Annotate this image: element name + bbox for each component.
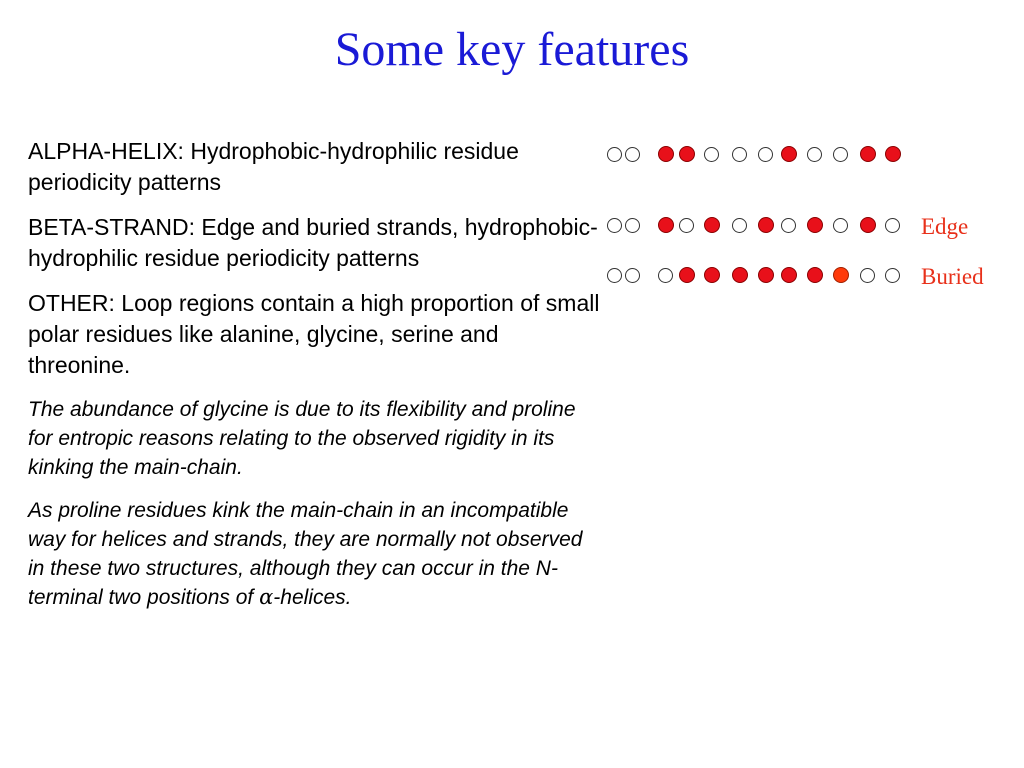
hydrophobic-residue-icon: [704, 217, 720, 233]
body-text: [28, 136, 603, 626]
hydrophilic-residue-icon: [732, 218, 747, 233]
hydrophobic-residue-icon: [658, 217, 674, 233]
hydrophobic-residue-icon: [732, 267, 748, 283]
edge-label: Edge: [921, 214, 969, 239]
hydrophilic-residue-icon: [625, 268, 640, 283]
hydrophobic-residue-icon: [833, 267, 849, 283]
hydrophilic-residue-icon: [860, 268, 875, 283]
hydrophobic-residue-icon: [781, 146, 797, 162]
buried-label: Buried: [921, 264, 984, 289]
alpha-symbol: α: [259, 585, 274, 609]
hydrophilic-residue-icon: [885, 268, 900, 283]
hydrophilic-residue-icon: [607, 147, 622, 162]
hydrophobic-residue-icon: [860, 146, 876, 162]
hydrophobic-residue-icon: [679, 267, 695, 283]
hydrophilic-residue-icon: [732, 147, 747, 162]
hydrophilic-residue-icon: [885, 218, 900, 233]
hydrophobic-residue-icon: [781, 267, 797, 283]
hydrophobic-residue-icon: [807, 217, 823, 233]
hydrophobic-residue-icon: [807, 267, 823, 283]
beta-strand-paragraph: BETA-STRAND: Edge and buried strands, hydrophobic-hydrophilic residue periodicity patterns: [28, 214, 598, 271]
hydrophilic-residue-icon: [658, 268, 673, 283]
hydrophilic-residue-icon: [807, 147, 822, 162]
hydrophobic-residue-icon: [679, 146, 695, 162]
hydrophobic-residue-icon: [860, 217, 876, 233]
hydrophobic-residue-icon: [758, 217, 774, 233]
periodicity-diagram: [600, 130, 1020, 310]
other-paragraph: OTHER: Loop regions contain a high proportion of small polar residues like alanine, glycine, serine and threonine.: [28, 290, 600, 378]
hydrophilic-residue-icon: [679, 218, 694, 233]
hydrophilic-residue-icon: [833, 218, 848, 233]
hydrophilic-residue-icon: [607, 268, 622, 283]
proline-note-text: As proline residues kink the main-chain in an incompatible way for helices and strands, they are normally not observed in these two structures, although they can occur in the N-terminal two positions of: [28, 499, 583, 609]
hydrophobic-residue-icon: [704, 267, 720, 283]
glycine-note: The abundance of glycine is due to its flexibility and proline for entropic reasons relating to the observed rigidity in its kinking the main-chain.: [28, 398, 576, 479]
proline-note: [28, 496, 603, 612]
hydrophobic-residue-icon: [758, 267, 774, 283]
proline-note-suffix: -helices.: [273, 586, 352, 609]
hydrophobic-residue-icon: [658, 146, 674, 162]
page-title: Some key features: [334, 23, 690, 76]
alpha-helix-paragraph: ALPHA-HELIX: Hydrophobic-hydrophilic residue periodicity patterns: [28, 138, 519, 195]
hydrophilic-residue-icon: [781, 218, 796, 233]
hydrophilic-residue-icon: [625, 147, 640, 162]
hydrophilic-residue-icon: [625, 218, 640, 233]
hydrophilic-residue-icon: [704, 147, 719, 162]
hydrophilic-residue-icon: [833, 147, 848, 162]
hydrophobic-residue-icon: [885, 146, 901, 162]
hydrophilic-residue-icon: [758, 147, 773, 162]
hydrophilic-residue-icon: [607, 218, 622, 233]
